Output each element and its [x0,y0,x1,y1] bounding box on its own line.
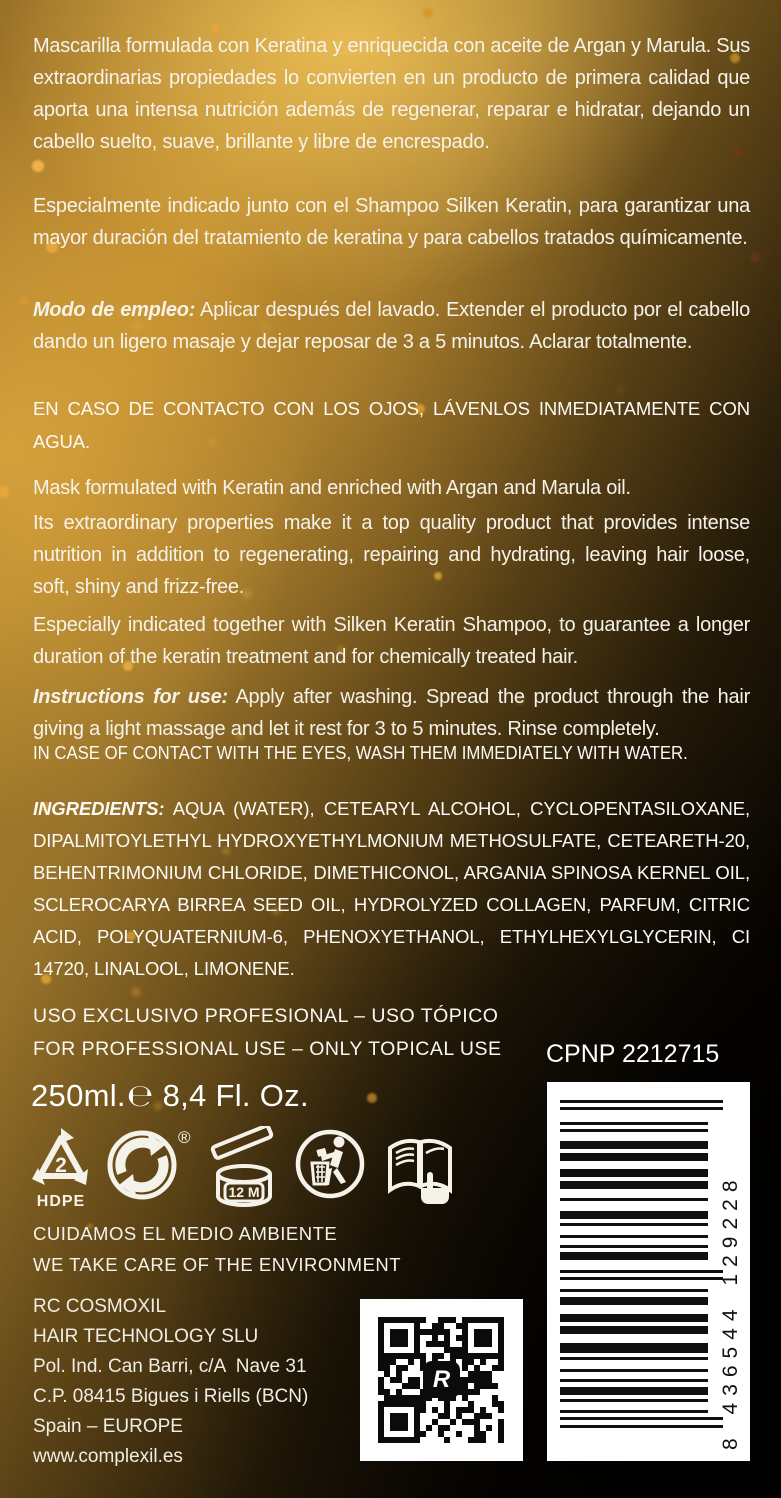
read-leaflet-icon [380,1126,460,1210]
manufacturer-city: C.P. 08415 Bigues i Riells (BCN) [33,1386,309,1407]
manufacturer-website: www.complexil.es [33,1446,183,1467]
net-content [31,1078,309,1114]
manufacturer-company: HAIR TECHNOLOGY SLU [33,1326,259,1347]
recommendation-en: Especially indicated together with Silken Keratin Shampoo, to guarantee a longer duration of the keratin treatment and for chemically treated hair. [33,614,750,668]
hdpe-text-label: HDPE [36,1193,86,1210]
barcode [547,1082,750,1461]
green-dot-icon [105,1126,179,1204]
qr-modules [378,1317,504,1443]
registered-trademark-icon: ® [178,1128,191,1147]
manufacturer-country: Spain – EUROPE [33,1416,183,1437]
usage-es [33,294,750,358]
barcode-bars [560,1100,725,1441]
certification-icons-row [30,1126,500,1218]
qr-center-logo: R [423,1361,460,1398]
professional-use-en: FOR PROFESSIONAL USE – ONLY TOPICAL USE [33,1038,502,1060]
pao-months-label: 12 M [228,1184,260,1200]
recommendation-es: Especialmente indicado junto con el Shampoo Silken Keratin, para garantizar una mayor duración del tratamiento de keratina y para cabellos tratados químicamente. [33,195,750,249]
professional-use-es: USO EXCLUSIVO PROFESIONAL – USO TÓPICO [33,1005,499,1027]
ingredients-list: AQUA (WATER), CETEARYL ALCOHOL, CYCLOPENTASILOXANE, DIPALMITOYLETHYL HYDROXYETHYLMONIUM METHOSULFATE, CETEARETH-20, BEHENTRIMONIUM CHLORIDE, DIMETHICONOL, ARGANIA SPINOSA KERNEL OIL, SCLEROCARYA BIRREA SEED OIL, HYDROLYZED COLLAGEN, PARFUM, CITRIC ACID, POLYQUATERNIUM-6, PHENOXYETHANOL, ETHYLHEXYLGLYCERIN, CI 14720, LINALOOL, LIMONENE. [33,798,750,979]
manufacturer-street: Pol. Ind. Can Barri, c/A Nave 31 [33,1356,307,1377]
eye-warning-es: EN CASO DE CONTACTO CON LOS OJOS, LÁVENLOS INMEDIATAMENTE CON AGUA. [33,398,750,452]
usage-es-text: Aplicar después del lavado. Extender el producto por el cabello dando un ligero masaje y dejar reposar de 3 a 5 minutos. Aclarar totalmente. [33,299,750,353]
ingredients-lead: INGREDIENTS: [33,798,165,819]
environment-note [33,1218,401,1280]
usage-en [33,681,750,745]
environment-note-es: CUIDAMOS EL MEDIO AMBIENTE [33,1223,338,1244]
usage-en-text: Apply after washing. Spread the product through the hair giving a light massage and let it rest for 3 to 5 minutes. Rinse completely. [33,686,750,740]
tidyman-icon [293,1126,367,1202]
estimated-sign: ℮ [126,1078,154,1114]
eye-warning-en: IN CASE OF CONTACT WITH THE EYES, WASH THEM IMMEDIATELY WITH WATER. [33,743,688,763]
cpnp-number: CPNP 2212715 [546,1040,720,1068]
net-content-ml: 250ml. [31,1078,126,1113]
manufacturer-name: RC COSMOXIL [33,1296,167,1317]
net-content-oz: 8,4 Fl. Oz. [162,1078,309,1113]
description-en-2: Its extraordinary properties make it a top quality product that provides intense nutrition in addition to regenerating, repairing and hydrating, leaving hair loose, soft, shiny and frizz-free. [33,512,750,598]
description-en-1: Mask formulated with Keratin and enriched with Argan and Marula oil. [33,477,631,499]
manufacturer-info [33,1292,308,1472]
description-es: Mascarilla formulada con Keratina y enriquecida con aceite de Argan y Marula. Sus extraordinarias propiedades lo convierten en un producto de primera calidad que aporta una intensa nutrición además de regenerar, reparar e hidratar, dejando un cabello suelto, suave, brillante y libre de encrespado. [33,35,750,153]
hdpe-number-label: 2 [55,1154,67,1177]
hdpe-recycling-icon [30,1126,92,1210]
environment-note-en: WE TAKE CARE OF THE ENVIRONMENT [33,1254,402,1275]
usage-en-lead: Instructions for use: [33,686,228,708]
usage-es-lead: Modo de empleo: [33,299,196,321]
barcode-number: 8 436544 129228 [719,1173,742,1450]
pao-12m-icon [210,1126,278,1210]
ingredients [33,793,750,985]
qr-code [360,1299,523,1461]
